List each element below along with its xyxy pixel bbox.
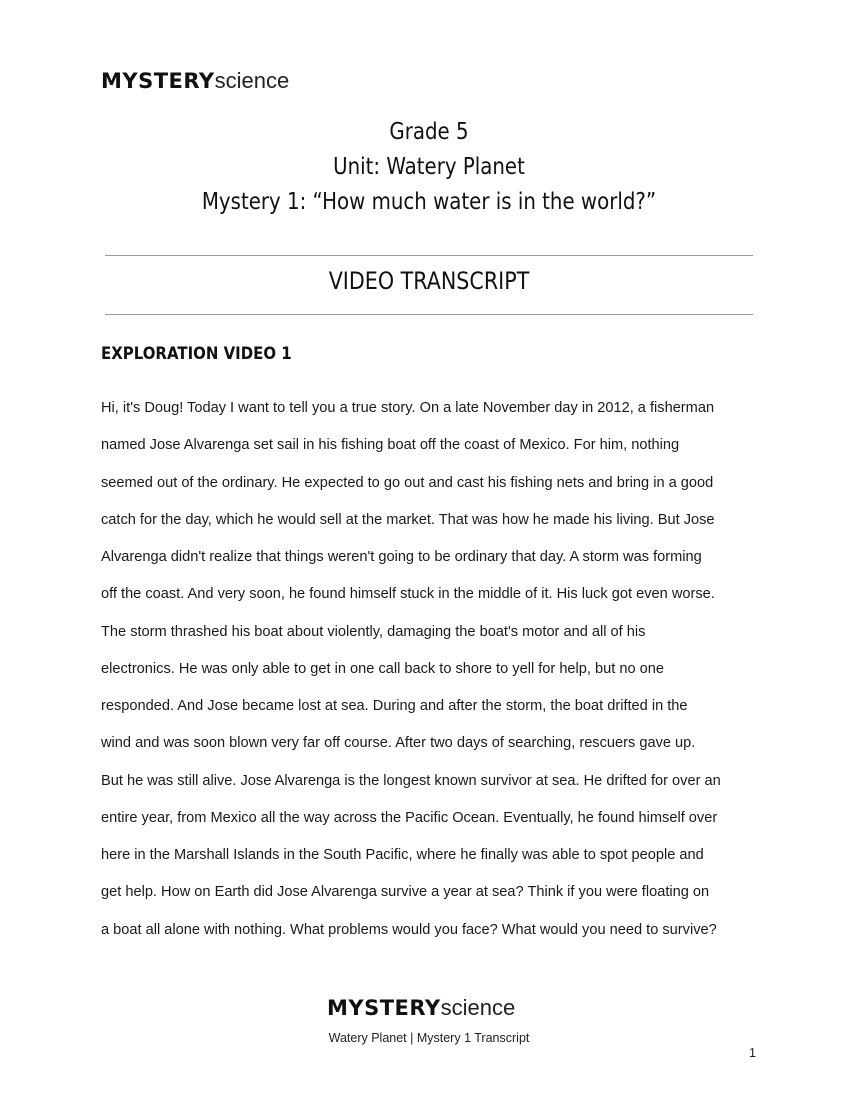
mystery-science-logo <box>101 70 289 92</box>
transcript-line: a boat all alone with nothing. What problems would you face? What would you need to survive? <box>101 921 717 938</box>
transcript-line: off the coast. And very soon, he found himself stuck in the middle of it. His luck got even worse. <box>101 586 715 603</box>
transcript-line: seemed out of the ordinary. He expected to go out and cast his fishing nets and bring in a good <box>101 474 714 491</box>
transcript-line: The storm thrashed his boat about violently, damaging the boat's motor and all of his <box>101 623 646 640</box>
footer-logo-light-text: science <box>440 995 516 1020</box>
transcript-line: get help. How on Earth did Jose Alvarenga survive a year at sea? Think if you were floating on <box>101 884 710 901</box>
grade-heading: Grade 5 <box>389 119 469 145</box>
footer-logo <box>327 997 515 1019</box>
section-title: VIDEO TRANSCRIPT <box>328 267 530 295</box>
page-number: 1 <box>749 1046 756 1060</box>
transcript-line: But he was still alive. Jose Alvarenga is the longest known survivor at sea. He drifted for over an <box>101 772 721 789</box>
transcript-line: electronics. He was only able to get in one call back to shore to yell for help, but no one <box>101 660 664 677</box>
transcript-line: here in the Marshall Islands in the South Pacific, where he finally was able to spot people and <box>101 847 704 863</box>
transcript-line: named Jose Alvarenga set sail in his fishing boat off the coast of Mexico. For him, nothing <box>101 437 680 454</box>
divider-top <box>105 255 753 256</box>
mystery-heading: Mystery 1: “How much water is in the world?” <box>201 189 657 215</box>
divider-bottom <box>105 314 753 315</box>
logo-light-text: science <box>214 68 290 93</box>
unit-heading: Unit: Watery Planet <box>333 154 525 180</box>
footer-logo-bold-text: MYSTERY <box>327 996 441 1020</box>
transcript-line: catch for the day, which he would sell at the market. That was how he made his living. But Jose <box>101 511 715 528</box>
logo-bold-text: MYSTERY <box>101 69 215 93</box>
document-header <box>60 115 798 220</box>
footer-caption: Watery Planet | Mystery 1 Transcript <box>328 1031 530 1045</box>
transcript-line: wind and was soon blown very far off course. After two days of searching, rescuers gave up. <box>101 735 696 752</box>
transcript-line: entire year, from Mexico all the way across the Pacific Ocean. Eventually, he found himself over <box>101 809 718 826</box>
transcript-line: Alvarenga didn't realize that things weren't going to be ordinary that day. A storm was forming <box>101 549 702 565</box>
transcript-line: responded. And Jose became lost at sea. During and after the storm, the boat drifted in the <box>101 698 688 714</box>
transcript-line: Hi, it's Doug! Today I want to tell you a true story. On a late November day in 2012, a fisherman <box>101 400 715 416</box>
sub-heading: EXPLORATION VIDEO 1 <box>101 344 292 364</box>
transcript-body <box>101 398 761 957</box>
